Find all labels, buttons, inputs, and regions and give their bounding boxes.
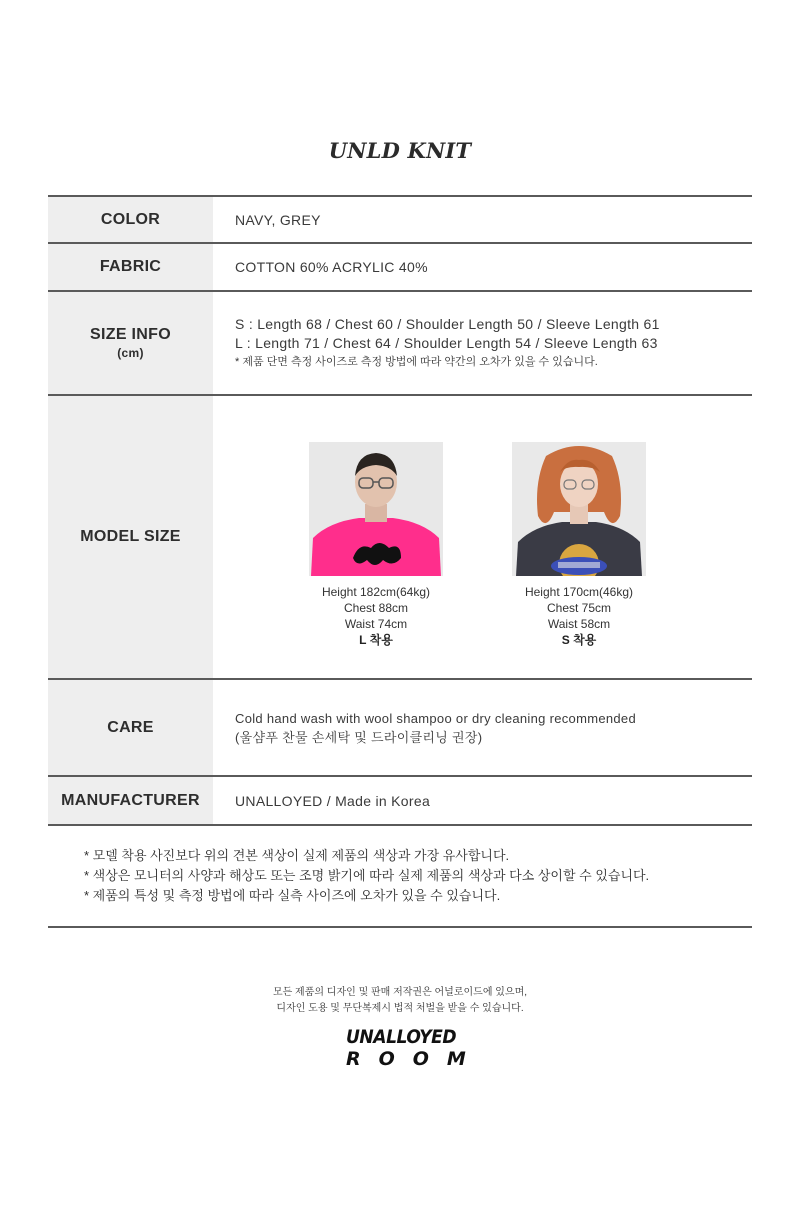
model-male-waist: Waist 74cm	[344, 617, 408, 631]
size-info-value	[213, 292, 752, 394]
model-size-label: MODEL SIZE	[48, 396, 213, 678]
divider	[48, 926, 752, 928]
care-line-english: Cold hand wash with wool shampoo or dry cleaning recommended	[235, 710, 636, 726]
care-line-korean: (울샴푸 찬물 손세탁 및 드라이클리닝 권장)	[235, 729, 483, 745]
row-care	[48, 680, 752, 777]
spec-table	[48, 195, 752, 826]
copyright-line: 모든 제품의 디자인 및 판매 저작권은 어널로이드에 있으며,	[272, 987, 528, 998]
model-card-female	[511, 442, 647, 648]
manufacturer-value: UNALLOYED / Made in Korea	[235, 792, 431, 809]
page-title: UNLD KNIT	[328, 138, 472, 163]
size-line-s: S : Length 68 / Chest 60 / Shoulder Length 50 / Sleeve Length 61	[235, 316, 660, 332]
note-item: * 모델 착용 사진보다 위의 견본 색상이 실제 제품의 색상과 가장 유사합니다.	[84, 848, 510, 863]
row-model-size	[48, 396, 752, 680]
row-color	[48, 197, 752, 244]
row-fabric	[48, 244, 752, 292]
row-manufacturer	[48, 777, 752, 826]
size-info-unit: (cm)	[117, 346, 144, 360]
row-size-info	[48, 292, 752, 396]
model-male-height: Height 182cm(64kg)	[321, 585, 431, 599]
copyright-notice	[0, 985, 800, 1017]
care-value	[213, 680, 752, 775]
model-photo-female	[512, 442, 646, 576]
color-value: NAVY, GREY	[235, 211, 321, 228]
care-label: CARE	[48, 680, 213, 775]
logo-text-bottom: ROOM	[346, 1048, 484, 1070]
note-item: * 제품의 특성 및 측정 방법에 따라 실측 사이즈에 오차가 있을 수 있습니다.	[84, 888, 501, 903]
disclaimer-notes	[84, 846, 649, 906]
model-female-fit: S 착용	[561, 633, 597, 647]
size-info-label: SIZE INFO	[90, 326, 171, 343]
size-info-label-cell	[48, 292, 213, 394]
fabric-label: FABRIC	[48, 244, 213, 290]
size-line-l: L : Length 71 / Chest 64 / Shoulder Length 54 / Sleeve Length 63	[235, 335, 658, 351]
model-female-waist: Waist 58cm	[547, 617, 611, 631]
model-male-chest: Chest 88cm	[343, 601, 409, 615]
model-female-illustration	[512, 442, 646, 576]
note-item: * 색상은 모니터의 사양과 해상도 또는 조명 밝기에 따라 실제 제품의 색상과 다소 상이할 수 있습니다.	[84, 868, 650, 883]
size-note: * 제품 단면 측정 사이즈로 측정 방법에 따라 약간의 오차가 있을 수 있습니다.	[235, 356, 598, 368]
model-photo-male	[309, 442, 443, 576]
fabric-value: COTTON 60% ACRYLIC 40%	[235, 259, 428, 275]
color-label: COLOR	[48, 197, 213, 242]
model-card-male	[308, 442, 444, 648]
model-female-chest: Chest 75cm	[546, 601, 612, 615]
manufacturer-label: MANUFACTURER	[48, 777, 213, 824]
model-male-fit: L 착용	[359, 633, 393, 647]
model-male-illustration	[309, 442, 443, 576]
brand-logo	[346, 1026, 484, 1070]
copyright-line: 디자인 도용 및 무단복제시 법적 처벌을 받을 수 있습니다.	[276, 1003, 524, 1014]
models-area	[213, 396, 752, 678]
logo-text-top: UNALLOYED	[346, 1026, 457, 1048]
model-female-height: Height 170cm(46kg)	[524, 585, 634, 599]
